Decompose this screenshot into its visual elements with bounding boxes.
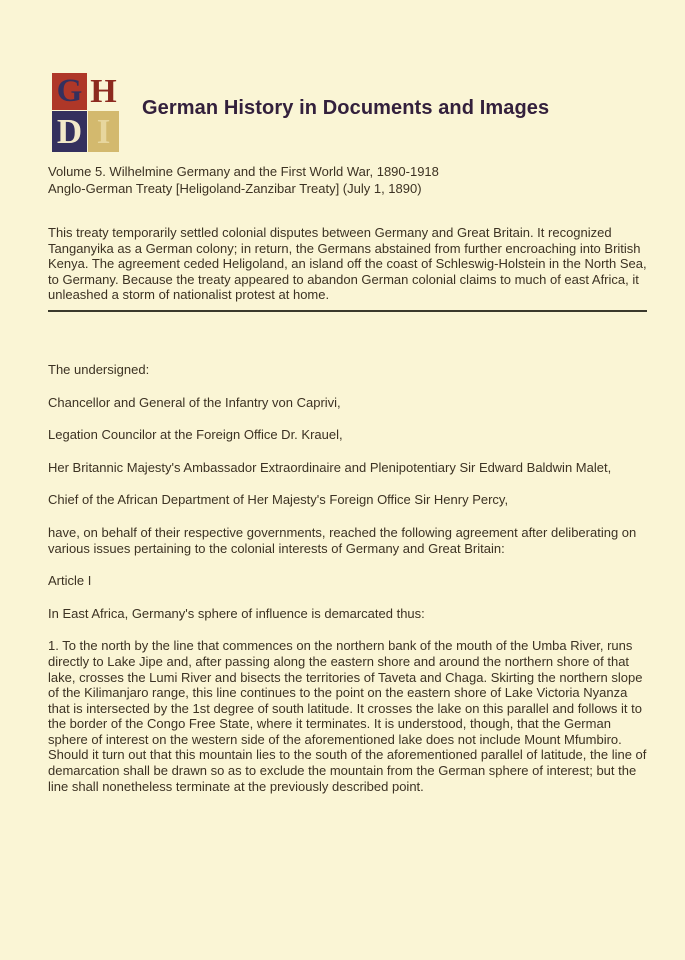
document-title: Anglo-German Treaty [Heligoland-Zanzibar Treaty] (July 1, 1890) [48, 181, 422, 196]
signatory-dr-krauel: Legation Councilor at the Foreign Office Dr. Krauel, [48, 427, 343, 443]
logo-letter-h: H [90, 72, 117, 110]
logo-letter-g: G [52, 73, 87, 110]
treaty-text [48, 362, 647, 794]
signatory-von-caprivi: Chancellor and General of the Infantry von Caprivi, [48, 394, 341, 410]
article-i-heading: Article I [48, 573, 92, 589]
volume-block [48, 163, 647, 197]
paragraph-undersigned: The undersigned: [48, 361, 150, 377]
article-i-clause-1: 1. To the north by the line that commences on the northern bank of the mouth of the Umba River, runs directly to Lake Jipe and, after passing along the eastern shore and around the northern shore of that lake, crosses the Lumi River and bisects the territories of Taveta and Chaga. Skirting the northern slope of the Kilimanjaro range, this line continues to the point on the eastern shore of Lake Victoria Nyanza that is intersected by the 1st degree of south latitude. It crosses the lake on this parallel and follows it to the border of the Congo Free State, where it terminates. It is understood, though, that the German sphere of interest on the western side of the aforementioned lake does not include Mount Mfumbiro. Should it turn out that this mountain lies to the south of the aforementioned parallel of latitude, the line of demarcation shall be drawn so as to exclude the mountain from the German sphere of interest; but the line shall nonetheless terminate at the previously described point. [48, 638, 647, 794]
logo-letter-d: D [52, 111, 87, 152]
ghdi-logo-icon [52, 73, 119, 152]
signatory-sir-henry-percy: Chief of the African Department of Her Majesty's Foreign Office Sir Henry Percy, [48, 492, 509, 508]
article-i-intro: In East Africa, Germany's sphere of influence is demarcated thus: [48, 605, 425, 621]
volume-title: Volume 5. Wilhelmine Germany and the First World War, 1890-1918 [48, 164, 439, 179]
signatory-sir-edward-malet: Her Britannic Majesty's Ambassador Extraordinaire and Plenipotentiary Sir Edward Baldwin Malet, [48, 459, 612, 475]
site-title: German History in Documents and Images [142, 97, 550, 119]
logo-letter-i: I [88, 111, 119, 152]
introduction-paragraph: This treaty temporarily settled colonial disputes between Germany and Great Britain. It recognized Tanganyika as a German colony; in return, the Germans abstained from further encroaching into British Kenya. The agreement ceded Heligoland, an island off the coast of Schleswig-Holstein in the North Sea, to Germany. Because the treaty appeared to abandon German colonial claims to much of east Africa, it unleashed a storm of nationalist protest at home. [48, 225, 647, 303]
horizontal-rule [48, 310, 647, 312]
site-masthead [48, 73, 647, 152]
paragraph-agreement-preamble: have, on behalf of their respective governments, reached the following agreement after deliberating on various issues pertaining to the colonial interests of Germany and Great Britain: [48, 524, 637, 556]
